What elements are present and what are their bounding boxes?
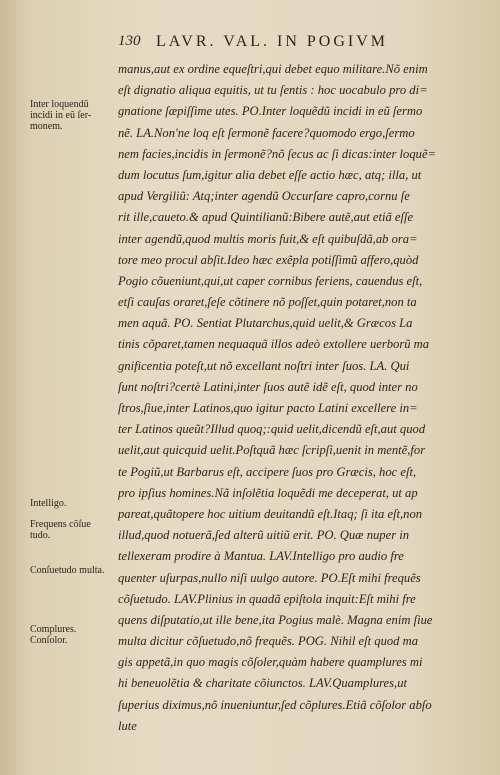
text-line: Pogio cõueniunt,qui,ut caper cornibus feriens, cauendus eſt, — [118, 273, 423, 288]
text-line: tellexeram prodire à Mantua. LAV.Intelligo pro audio fre — [118, 549, 404, 564]
text-line: eſt dignatio aliqua equitis, ut tu ſentis : hoc uocabulo pro di= — [118, 83, 428, 98]
body-text — [118, 59, 480, 737]
text-line: uelit,aut quicquid uelit.Poſtquã hæc ſcripſi,uenit in mentẽ,for — [118, 443, 426, 458]
text-line: illud,quod notuerã,ſed alterũ uitiũ erit. PO. Quæ nuper in — [118, 528, 410, 543]
text-line: men aquã. PO. Sentiat Plutarchus,quid uelit,& Græcos La — [118, 316, 413, 331]
text-line: ſtros,ſiue,inter Latinos,quo igitur pacto Latini excellere in= — [118, 401, 418, 415]
text-line: nẽ. LA.Non'ne loq eſt ſermonẽ facere?quomodo ergo,ſermo — [118, 125, 415, 140]
text-line: tore meo procul abſit.Ideo hæc exẽpla potiſſimũ affero,quòd — [118, 252, 419, 267]
page-header — [118, 33, 478, 55]
text-line: quens diſputatio,ut ille bene,ita Pogius malè. Magna enim ſiue — [118, 612, 433, 627]
text-line: dum locutus ſum,igitur alia debet eſſe actio hæc, atq; illa, ut — [118, 167, 422, 182]
text-line: ſuperius diximus,nõ inueniuntur,ſed cõplures.Etiã cõſolor abſo — [118, 697, 432, 712]
text-line: ter Latinos queũt?Illud quoq;:quid uelit,dicendũ eſt,aut quod — [118, 422, 426, 437]
margin-note: Complures. Conſolor. — [30, 624, 77, 646]
text-line: ſunt noſtri?certè Latini,inter ſuos autẽ idẽ eſt, quod inter no — [118, 379, 418, 394]
text-line: pro ipſius homines.Nã inſolẽtia loquẽdi me deceperat, ut ap — [118, 485, 418, 500]
text-line: multa dicitur cõſuetudo,nõ frequẽs. POG. Nihil eſt quod ma — [118, 634, 419, 649]
text-line: pareat,quãtopere hoc uitium deuitandũ eſt.Itaq; ſi ita eſt,non — [118, 506, 423, 521]
text-line: tinis cõparet,tamen nequaquã illos adeò extollere uerborũ ma — [118, 337, 430, 352]
text-line: gis appetã,in quo magis cõſoler,quàm habere quamplures mi — [118, 655, 423, 670]
text-line: gnificentia poteſt,ut nõ excellant noſtri inter ſuos. LA. Qui — [118, 358, 410, 373]
text-line: nem facies,incidis in ſermonẽ?nõ ſecus ac ſi dicas:inter loquẽ= — [118, 146, 437, 161]
margin-note: Intelligo. — [30, 498, 67, 509]
running-title: LAVR. VAL. IN POGIVM — [156, 33, 389, 50]
text-line: inter agendũ,quod multis moris fuit,& eſt quibuſdã,ab ora= — [118, 231, 418, 246]
margin-note: Frequens cõſue tudo. — [30, 519, 91, 541]
text-line: etſi cauſas oraret,ſeſe cõtinere nõ poſſet,quin potaret,non ta — [118, 295, 417, 310]
text-line: te Pogiũ,ut Barbarus eſt, accipere ſuos pro Græcis, hoc eſt, — [118, 464, 417, 479]
text-line: lute — [118, 718, 137, 733]
text-line: quenter uſurpas,nullo niſi uulgo autore. PO.Eſt mihi frequẽs — [118, 570, 421, 585]
text-line: hi beneuolẽtia & charitate cõiunctos. LAV.Quamplures,ut — [118, 676, 407, 691]
text-line: manus,aut ex ordine equeſtri,qui debet equo militare.Nõ enim — [118, 62, 428, 76]
page-number: 130 — [118, 33, 141, 49]
text-line: apud Vergiliũ: Atq;inter agendũ Occurſare capro,cornu ſe — [118, 189, 410, 204]
text-line: gnatione ſæpiſſime utes. PO.Inter loquẽdũ incidi in eũ ſermo — [118, 104, 423, 119]
margin-note: Inter loquendũ incidi in eũ ſer- monem. — [30, 99, 92, 132]
margin-note: Conſuetudo multa. — [30, 565, 105, 576]
text-line: cõſuetudo. LAV.Plinius in quadã epiſtola inquit:Eſt mihi fre — [118, 591, 416, 606]
text-line: rit ille,caueto.& apud Quintilianũ:Bibere autẽ,aut etiã eſſe — [118, 210, 414, 225]
